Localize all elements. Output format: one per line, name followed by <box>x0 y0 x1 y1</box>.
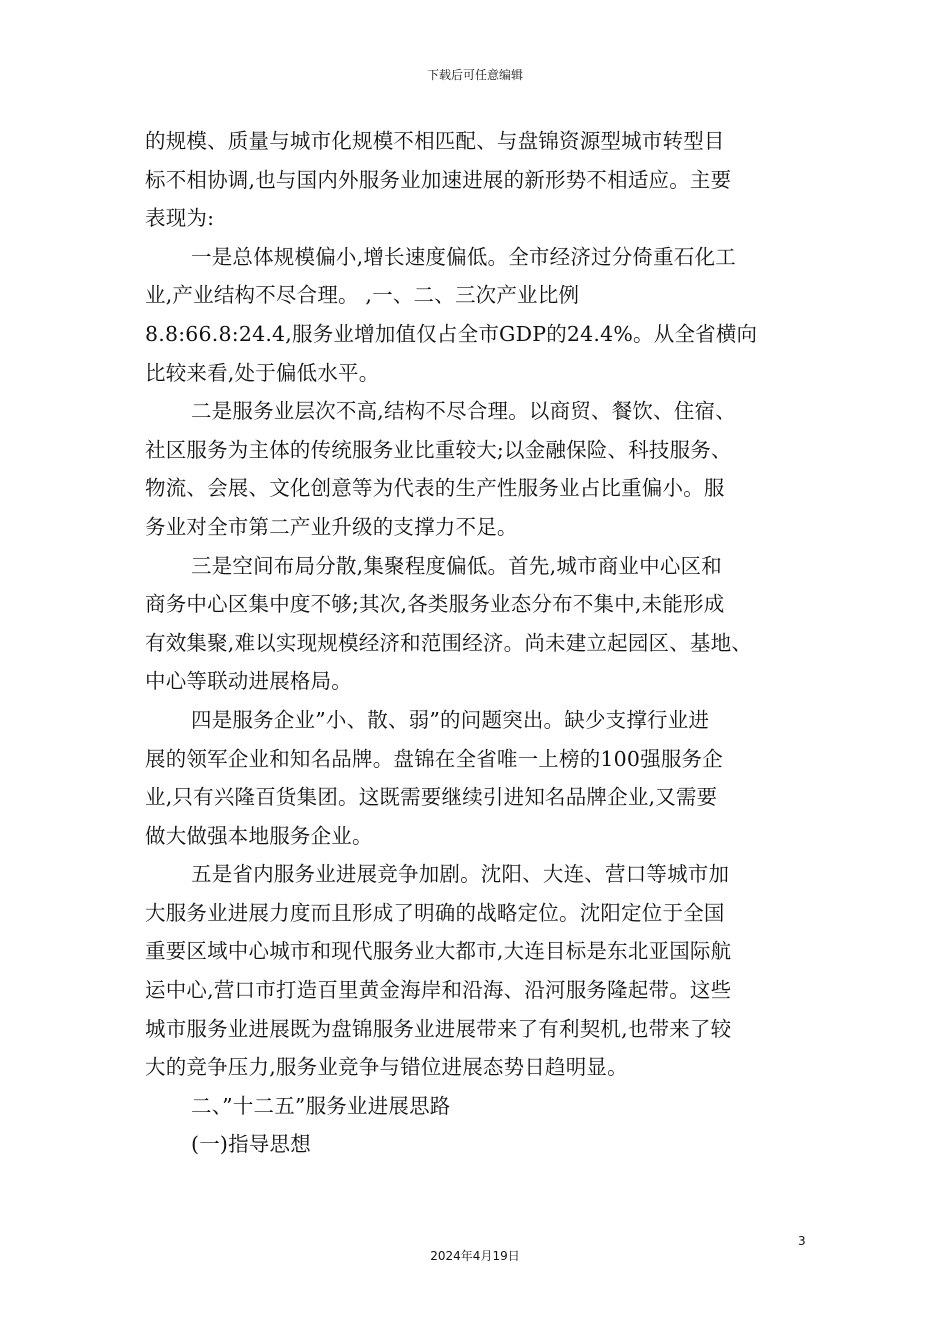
text-line: 四是服务企业”小、散、弱”的问题突出。缺少支撑行业进 <box>191 707 710 732</box>
text-line: 三是空间布局分散,集聚程度偏低。首先,城市商业中心区和 <box>191 553 722 578</box>
text-line: 社区服务为主体的传统服务业比重较大;以金融保险、科技服务、 <box>145 437 732 462</box>
text-line: 商务中心区集中度不够;其次,各类服务业态分布不集中,未能形成 <box>145 592 725 617</box>
text-line: 重要区域中心城市和现代服务业大都市,大连目标是东北亚国际航 <box>145 939 732 964</box>
text-line: 业,产业结构不尽合理。 ,一、二、三次产业比例 <box>145 283 580 308</box>
body-text <box>145 122 825 1164</box>
text-line: 大的竞争压力,服务业竞争与错位进展态势日趋明显。 <box>145 1055 628 1080</box>
text-line: 一是总体规模偏小,增长速度偏低。全市经济过分倚重石化工 <box>191 244 736 269</box>
text-line: 运中心,营口市打造百里黄金海岸和沿海、沿河服务隆起带。这些 <box>145 978 732 1003</box>
text-line: 的规模、质量与城市化规模不相匹配、与盘锦资源型城市转型目 <box>145 129 725 153</box>
subsection-heading: (一)指导思想 <box>191 1132 311 1157</box>
text-line: 物流、会展、文化创意等为代表的生产性服务业占比重偏小。服 <box>145 476 725 501</box>
text-line: 表现为: <box>145 206 215 231</box>
text-line: 中心等联动进展格局。 <box>145 669 352 694</box>
text-line: 二是服务业层次不高,结构不尽合理。以商贸、餐饮、住宿、 <box>191 399 736 424</box>
section-heading: 二、”十二五”服务业进展思路 <box>191 1093 451 1118</box>
text-line: 五是省内服务业进展竞争加剧。沈阳、大连、营口等城市加 <box>191 862 730 887</box>
text-line: 8.8:66.8:24.4,服务业增加值仅占全市GDP的24.4%。从全省横向 <box>145 321 758 346</box>
text-line: 大服务业进展力度而且形成了明确的战略定位。沈阳定位于全国 <box>145 900 725 925</box>
text-line: 城市服务业进展既为盘锦服务业进展带来了有利契机,也带来了较 <box>145 1016 732 1041</box>
text-line: 比较来看,处于偏低水平。 <box>145 360 380 385</box>
text-line: 务业对全市第二产业升级的支撑力不足。 <box>145 514 518 539</box>
page-footer-date: 2024年4月19日 <box>430 1249 520 1263</box>
text-line: 做大做强本地服务企业。 <box>145 823 373 848</box>
text-line: 有效集聚,难以实现规模经济和范围经济。尚未建立起园区、基地、 <box>145 630 753 655</box>
page-header: 下载后可任意编辑 <box>426 68 523 82</box>
text-line: 标不相协调,也与国内外服务业加速进展的新形势不相适应。主要 <box>145 167 732 192</box>
text-line: 展的领军企业和知名品牌。盘锦在全省唯一上榜的100强服务企 <box>145 746 723 771</box>
text-line: 业,只有兴隆百货集团。这既需要继续引进知名品牌企业,又需要 <box>145 785 718 810</box>
page-number: 3 <box>798 1234 806 1248</box>
